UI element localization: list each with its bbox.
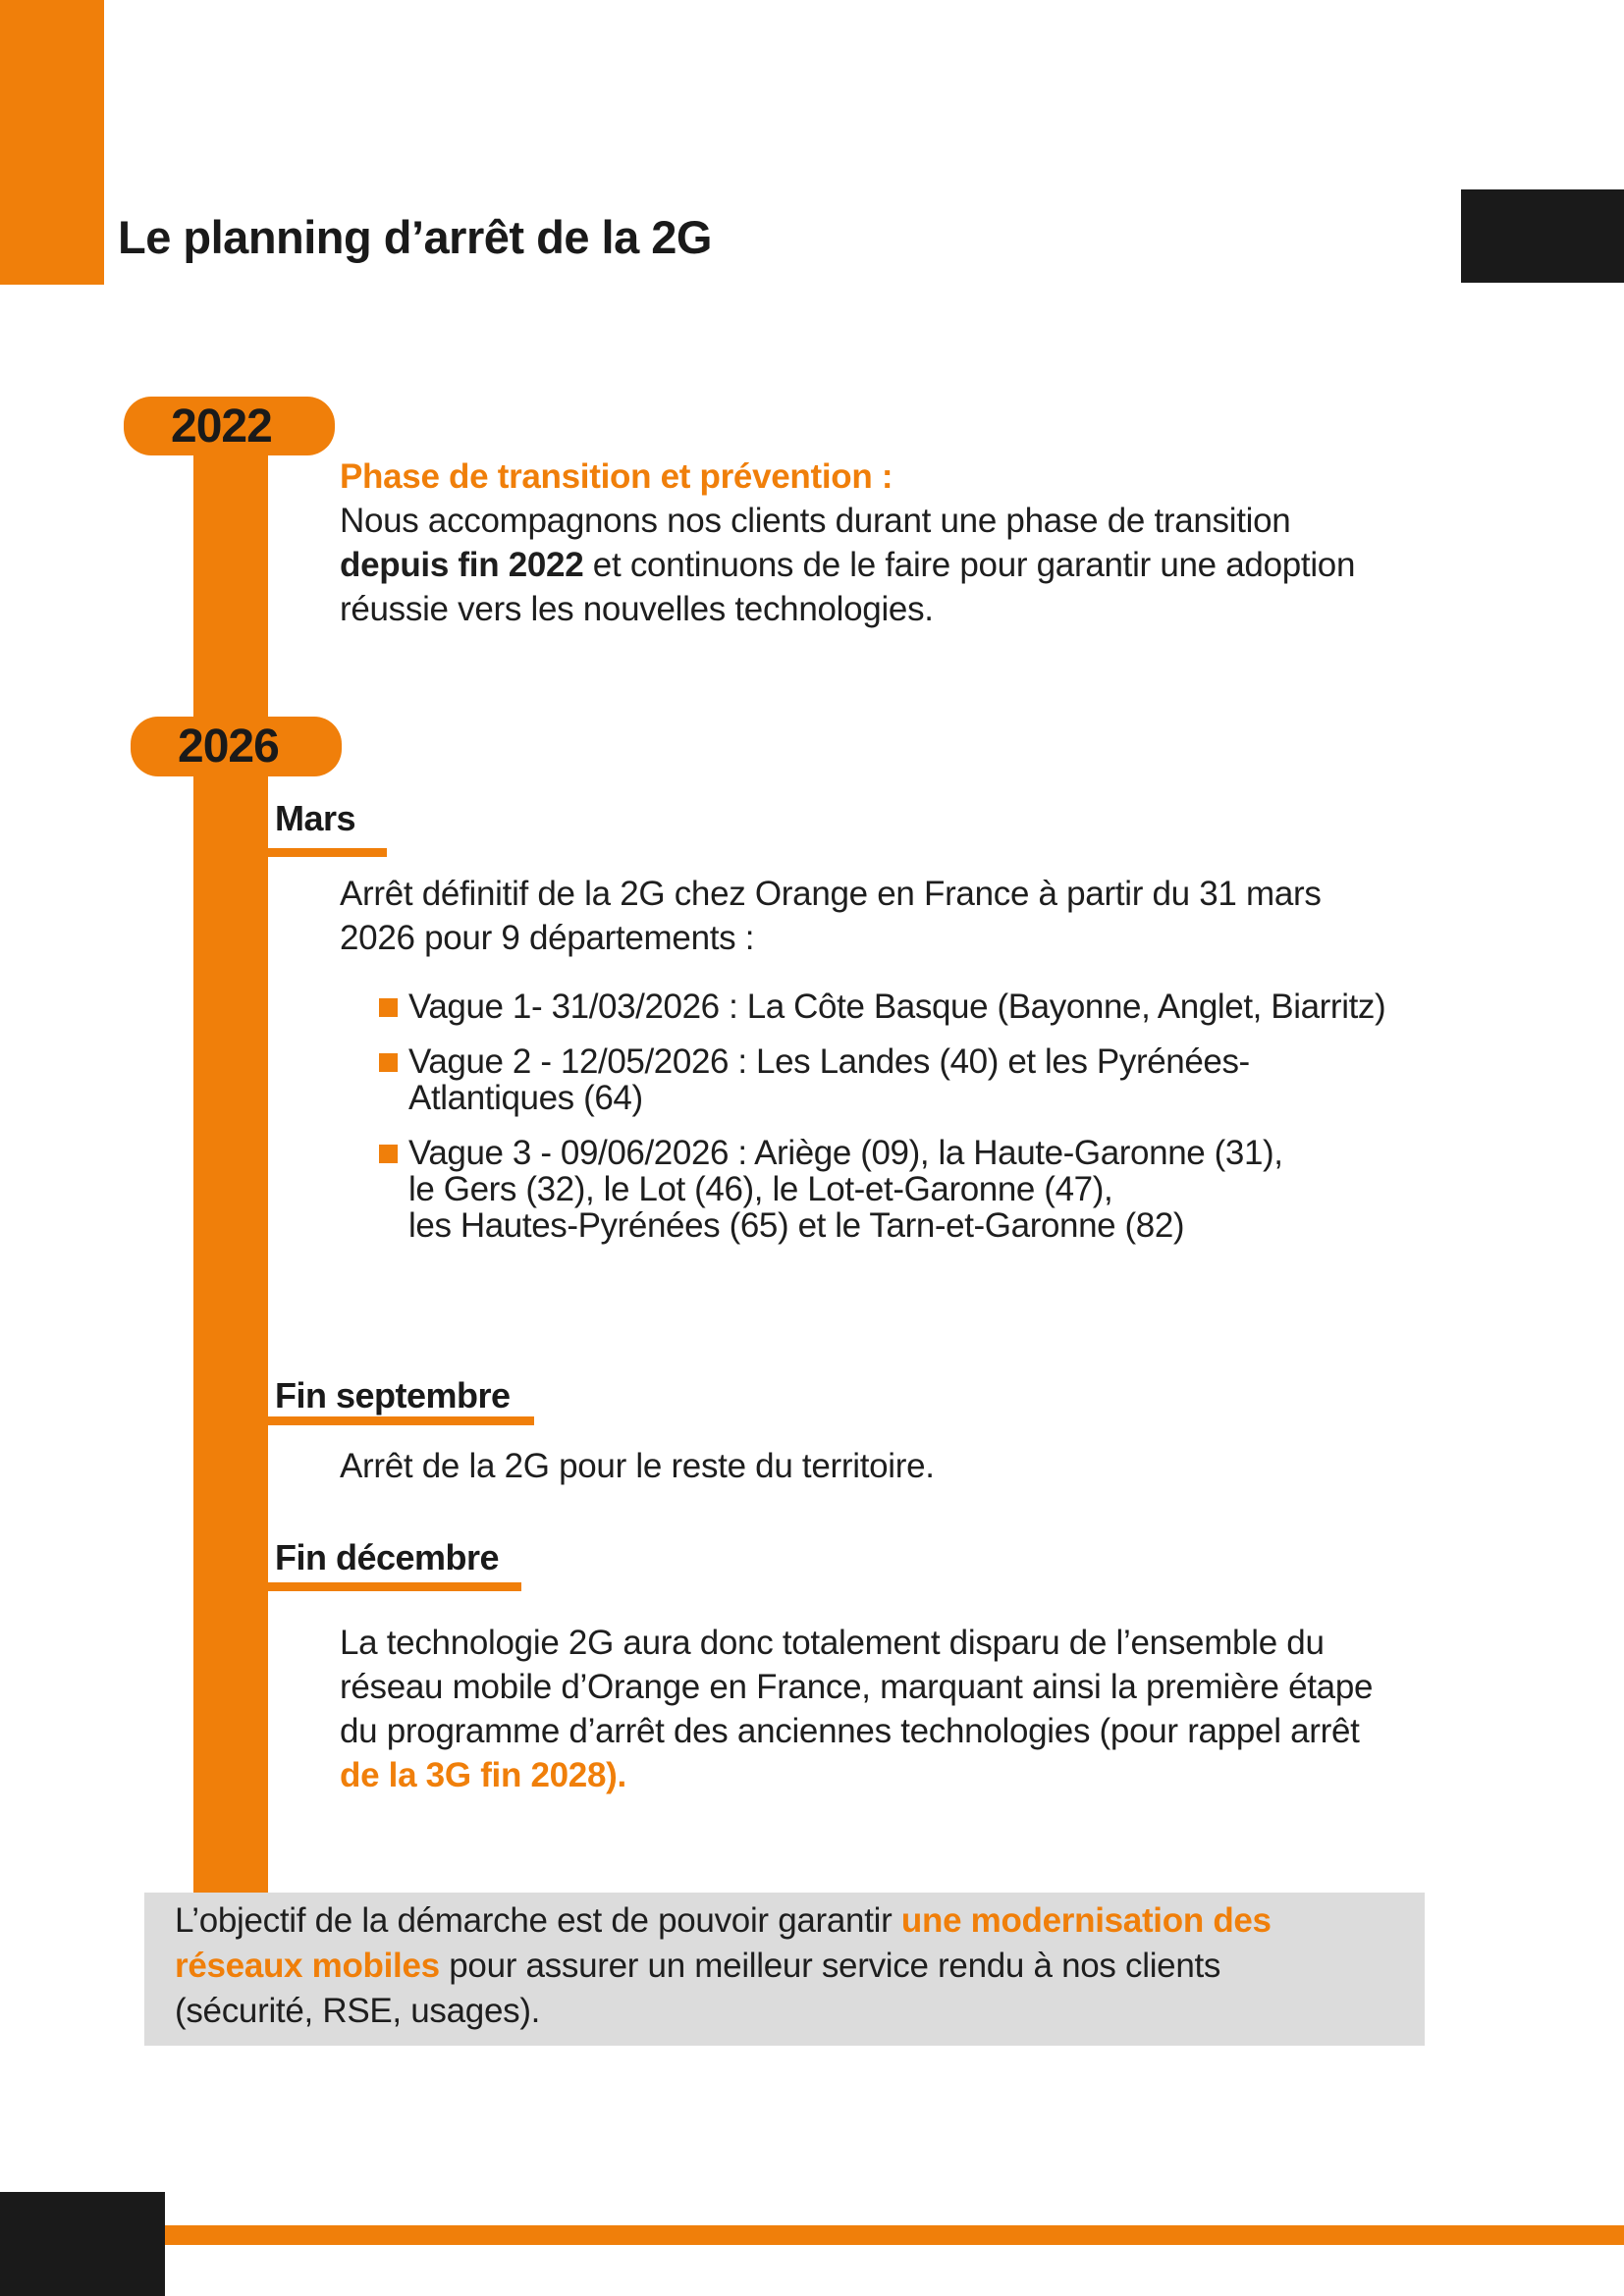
bullet-square-icon [379, 1053, 398, 1072]
bullet-square-icon [379, 998, 398, 1017]
footer-black-block [0, 2192, 165, 2296]
month-underline [268, 848, 387, 857]
mars-intro-line: Arrêt définitif de la 2G chez Orange en France à partir du 31 mars [340, 875, 1322, 913]
month-heading-december: Fin décembre [275, 1537, 500, 1577]
footer-accent-line [165, 2225, 1624, 2245]
wave-text: Atlantiques (64) [408, 1079, 643, 1117]
month-heading-september: Fin septembre [275, 1375, 511, 1415]
section-2022-line: réussie vers les nouvelles technologies. [340, 590, 934, 628]
mars-intro [340, 872, 1322, 960]
wave-text: le Gers (32), le Lot (46), le Lot-et-Garonne (47), [408, 1170, 1113, 1208]
december-line: La technologie 2G aura donc totalement disparu de l’ensemble du [340, 1624, 1325, 1662]
december-line: réseau mobile d’Orange en France, marquant ainsi la première étape [340, 1668, 1374, 1706]
month-underline [268, 1582, 521, 1591]
wave-text: Vague 1- 31/03/2026 : La Côte Basque (Bayonne, Anglet, Biarritz) [408, 988, 1386, 1026]
body-text: L’objectif de la démarche est de pouvoir garantir [175, 1901, 901, 1940]
year-badge-2022: 2022 [124, 397, 335, 455]
section-2022-line: Nous accompagnons nos clients durant une phase de transition [340, 502, 1291, 540]
bullet-square-icon [379, 1145, 398, 1163]
section-2022-heading: Phase de transition et prévention : [340, 457, 893, 496]
corner-black-block [1461, 189, 1624, 283]
note-text [175, 1898, 1272, 2034]
top-accent-bar [0, 0, 104, 285]
mars-intro-line: 2026 pour 9 départements : [340, 919, 755, 957]
september-line: Arrêt de la 2G pour le reste du territoire. [340, 1447, 935, 1485]
wave-text: Vague 3 - 09/06/2026 : Ariège (09), la Haute-Garonne (31), [408, 1134, 1283, 1172]
september-text [340, 1444, 935, 1488]
section-2022-line [340, 543, 1355, 587]
month-underline [268, 1416, 534, 1425]
note-highlight: une modernisation des [900, 1901, 1272, 1940]
december-line: du programme d’arrêt des anciennes technologies (pour rappel arrêt [340, 1712, 1360, 1750]
december-text [340, 1621, 1373, 1797]
emphasis-text: depuis fin 2022 [340, 546, 584, 584]
note-line [175, 1944, 1272, 1989]
section-2022 [340, 454, 1355, 631]
timeline-vertical-bar [193, 442, 268, 1895]
list-item-wave-1 [379, 988, 1385, 1025]
list-item-wave-2 [379, 1043, 1250, 1116]
wave-text: les Hautes-Pyrénées (65) et le Tarn-et-Garonne (82) [408, 1206, 1185, 1245]
note-highlight: réseaux mobiles [175, 1947, 440, 1985]
year-badge-2026: 2026 [131, 717, 342, 776]
december-highlight: de la 3G fin 2028). [340, 1756, 626, 1794]
list-item-wave-3 [379, 1135, 1283, 1244]
note-line: (sécurité, RSE, usages). [175, 1992, 541, 2030]
note-line [175, 1898, 1272, 1944]
month-heading-mars: Mars [275, 798, 356, 838]
wave-text: Vague 2 - 12/05/2026 : Les Landes (40) et les Pyrénées- [408, 1042, 1250, 1081]
body-text: pour assurer un meilleur service rendu à nos clients [439, 1947, 1221, 1985]
body-text: et continuons de le faire pour garantir une adoption [583, 546, 1356, 584]
page-title: Le planning d’arrêt de la 2G [118, 211, 712, 263]
